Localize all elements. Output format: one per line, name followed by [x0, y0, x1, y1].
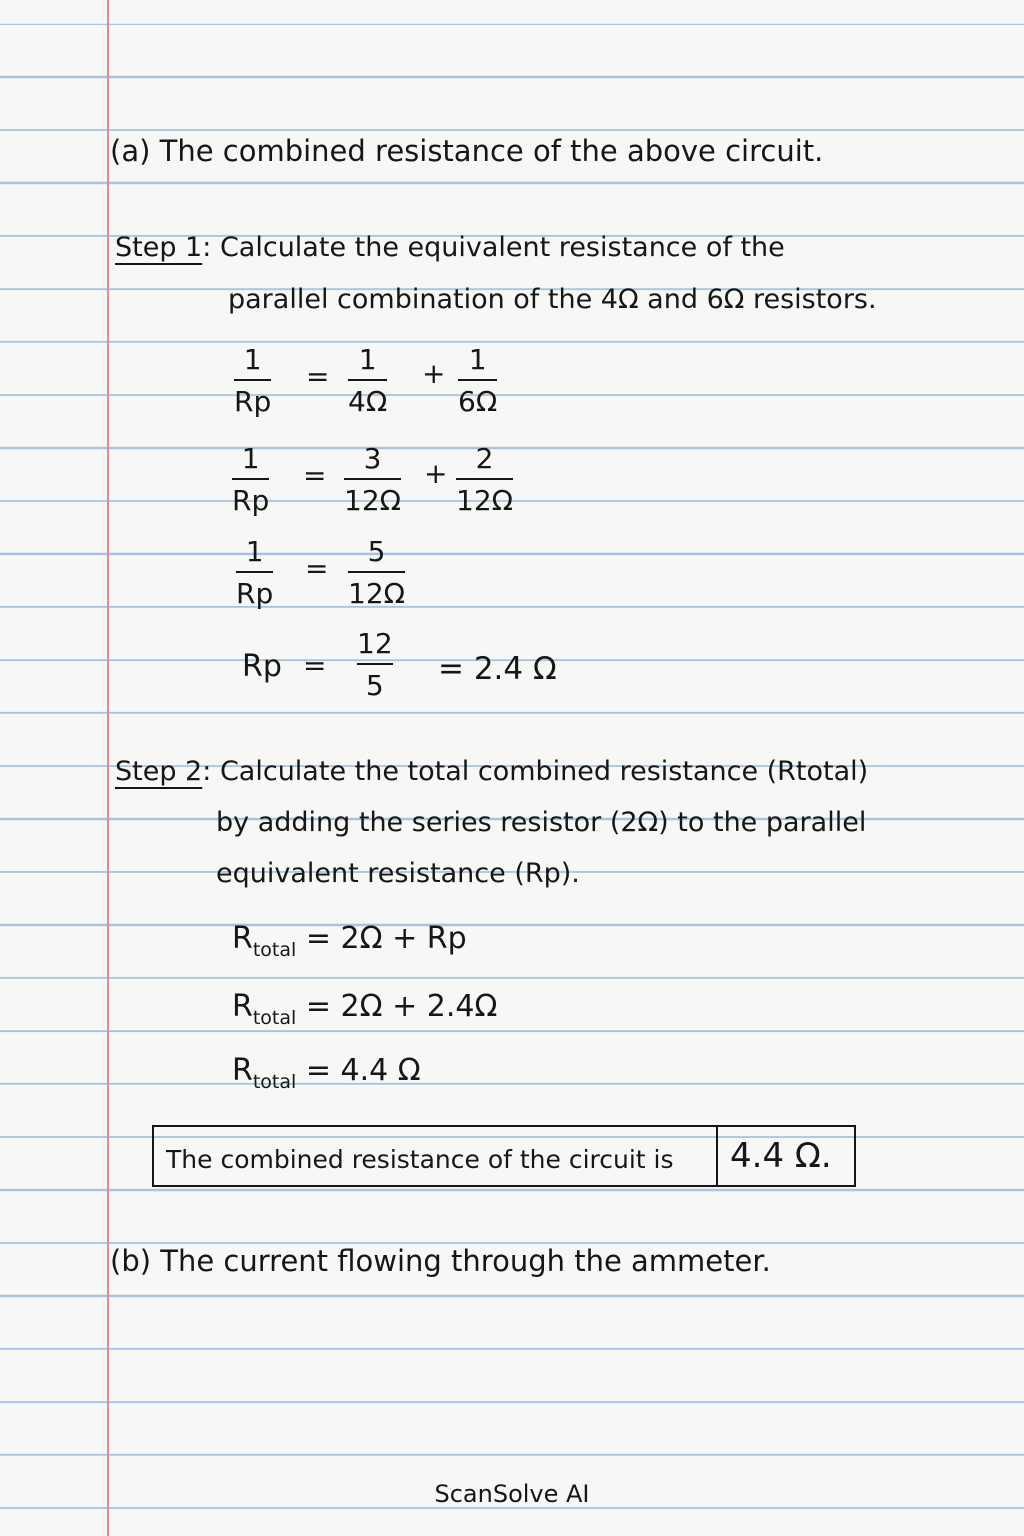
eq3-equals: =: [305, 552, 329, 585]
eq2-term1-fraction: [344, 442, 402, 517]
step2-label: Step 2: [115, 756, 203, 787]
eq2-term2-numerator: 2: [475, 442, 494, 475]
part-b-label: (b): [110, 1244, 152, 1278]
eq1-equals: =: [306, 360, 330, 393]
eq2-lhs-denominator: Rp: [232, 484, 270, 517]
part-a-label: (a): [110, 134, 151, 168]
step2-eq1-lhs: R: [232, 921, 253, 956]
step2-eq1-rhs: = 2Ω + Rp: [305, 921, 467, 956]
eq3-term1-numerator: 5: [367, 535, 386, 568]
eq4-term1-numerator: 12: [357, 627, 393, 660]
eq2-equals: =: [303, 459, 327, 492]
step2-eq3-lhs-subscript: total: [252, 1071, 297, 1093]
eq4-term1-fraction: [357, 627, 393, 702]
answer-value: 4.4 Ω.: [716, 1127, 832, 1185]
eq1-term2-numerator: 1: [468, 343, 487, 376]
step2-equation-3: [232, 1053, 421, 1093]
answer-box: [152, 1125, 856, 1187]
eq1-term1-denominator: 4Ω: [348, 385, 388, 418]
answer-text: The combined resistance of the circuit is: [166, 1145, 674, 1174]
step2-line3: equivalent resistance (Rp).: [216, 858, 580, 889]
eq1-lhs-numerator: 1: [243, 343, 262, 376]
step1-heading: [115, 234, 785, 261]
step1-label: Step 1: [115, 232, 203, 263]
eq2-term1-denominator: 12Ω: [344, 484, 402, 517]
eq3-lhs-numerator: 1: [245, 535, 264, 568]
eq3-term1-fraction: [348, 535, 406, 610]
eq1-plus: +: [422, 357, 446, 390]
eq1-lhs-fraction: [234, 343, 272, 418]
step2-eq2-rhs: = 2Ω + 2.4Ω: [305, 989, 498, 1024]
step2-equation-2: [232, 989, 498, 1029]
eq3-term1-denominator: 12Ω: [348, 577, 406, 610]
eq1-lhs-denominator: Rp: [234, 385, 272, 418]
step2-eq3-lhs: R: [232, 1053, 253, 1088]
step2-line2: by adding the series resistor (2Ω) to the parallel: [216, 807, 867, 838]
eq3-lhs-fraction: [236, 535, 274, 610]
eq1-term1-fraction: [348, 343, 388, 418]
part-a-text: The combined resistance of the above circuit.: [159, 134, 824, 168]
eq2-plus: +: [424, 457, 448, 490]
eq4-equals: =: [303, 649, 327, 682]
step2-line1: Calculate the total combined resistance (Rtotal): [219, 756, 869, 787]
part-a-heading: [110, 134, 824, 168]
step2-heading: [115, 758, 868, 785]
eq1-term1-numerator: 1: [358, 343, 377, 376]
step2-eq1-lhs-subscript: total: [252, 939, 297, 961]
eq2-term2-denominator: 12Ω: [456, 484, 514, 517]
notebook-margin-line: [107, 0, 109, 1536]
step1-colon: :: [202, 232, 212, 263]
step2-eq2-lhs: R: [232, 989, 253, 1024]
eq4-term1-denominator: 5: [365, 669, 384, 702]
eq4-result: = 2.4 Ω: [438, 651, 557, 687]
step2-equation-1: [232, 921, 467, 961]
part-b-text: The current flowing through the ammeter.: [160, 1244, 771, 1278]
step1-line1: Calculate the equivalent resistance of the: [219, 232, 785, 263]
eq2-term1-numerator: 3: [363, 442, 382, 475]
step2-colon: :: [202, 756, 212, 787]
eq2-term2-fraction: [456, 442, 514, 517]
eq1-term2-denominator: 6Ω: [458, 385, 498, 418]
eq2-lhs-fraction: [232, 442, 270, 517]
eq2-lhs-numerator: 1: [241, 442, 260, 475]
step1-line2: parallel combination of the 4Ω and 6Ω resistors.: [228, 284, 877, 315]
footer-brand: ScanSolve AI: [434, 1480, 590, 1508]
eq1-term2-fraction: [458, 343, 498, 418]
step2-eq2-lhs-subscript: total: [252, 1007, 297, 1029]
eq4-lhs: Rp: [242, 649, 282, 684]
part-b-heading: [110, 1244, 771, 1278]
step2-eq3-rhs: = 4.4 Ω: [305, 1053, 421, 1088]
eq3-lhs-denominator: Rp: [236, 577, 274, 610]
